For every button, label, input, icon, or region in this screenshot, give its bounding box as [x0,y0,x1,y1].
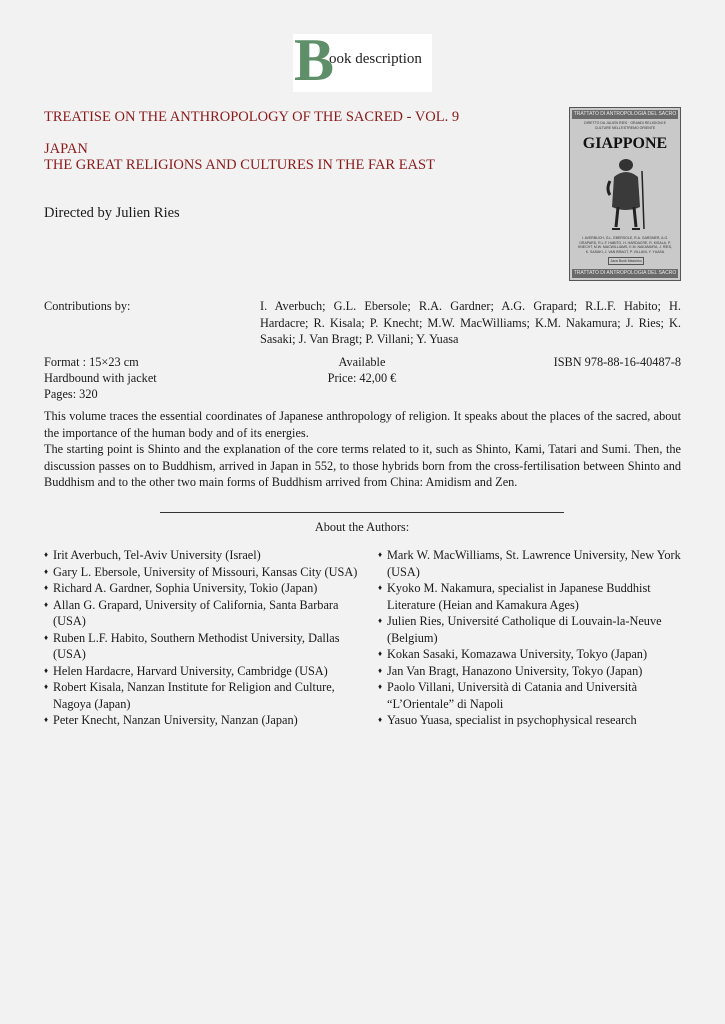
section-divider [160,512,564,513]
author-text: Ruben L.F. Habito, Southern Methodist University, Dallas (USA) [53,630,340,661]
isbn: ISBN 978-88-16-40487-8 [553,355,681,369]
bullet-icon: ♦ [44,665,49,675]
cover-figure-illustration [600,155,652,233]
author-item [378,547,683,580]
cover-bottom-band: TRATTATO DI ANTROPOLOGIA DEL SACRO [573,270,677,276]
author-item [378,580,683,613]
authors-column-right [378,547,683,729]
logo-initial: B [294,27,335,93]
authors-heading: About the Authors: [314,520,410,534]
author-item [378,679,683,712]
bullet-icon: ♦ [378,550,383,559]
author-text: Richard A. Gardner, Sophia University, Tokio (Japan) [53,581,318,595]
author-text: Irit Averbuch, Tel-Aviv University (Israel) [53,548,261,562]
author-text: Robert Kisala, Nanzan Institute for Religion and Culture, Nagoya (Japan) [53,680,335,711]
subject-line-1: JAPAN [44,141,88,157]
price: Price: 42,00 € [327,371,397,385]
author-text: Paolo Villani, Università di Catania and Università “L’Orientale” di Napoli [387,680,638,711]
cover-authors: I. AVERBUCH, G.L. EBERSOLE, R.A. GARDNER, A.G. GRAPARD, R.L.F. HABITO, H. HARDACRE, R. KISALA, P. KNECHT, M.W. MACWILLIAMS, K.M. NAKAMURA, J. RIES, K. SASAKI, J. VAN BRAGT, P. VILLANI, Y. YUASA [577,236,673,254]
author-text: Kyoko M. Nakamura, specialist in Japanese Buddhist Literature (Heian and Kamakura Ages) [387,581,651,612]
contributors-list: I. Averbuch; G.L. Ebersole; R.A. Gardner; A.G. Grapard; R.L.F. Habito; H. Hardacre; R. Kisala; P. Knecht; M.W. MacWilliams; K.M. Nakamura; J. Ries; K. Sasaki; J. Van Bragt; P. Villani; Y. Yuasa [260,299,681,346]
author-item [44,564,364,581]
bullet-icon: ♦ [378,665,383,675]
cover-top-band: TRATTATO DI ANTROPOLOGIA DEL SACRO [573,111,677,117]
author-item [44,580,364,597]
author-text: Jan Van Bragt, Hanazono University, Tokyo (Japan) [387,663,643,678]
cover-title: GIAPPONE [582,135,668,152]
bullet-icon: ♦ [44,599,49,609]
bullet-icon: ♦ [378,649,383,658]
author-item [44,630,364,663]
bullet-icon: ♦ [44,632,49,642]
author-item [378,613,683,646]
contributions-label: Contributions by: [44,299,131,313]
bullet-icon: ♦ [44,583,49,592]
author-text: Julien Ries, Université Catholique di Louvain-la-Neuve (Belgium) [387,614,662,645]
author-text: Gary L. Ebersole, University of Missouri, Kansas City (USA) [53,564,358,579]
bullet-icon: ♦ [44,550,49,559]
author-item [44,663,364,680]
description-paragraph-1: This volume traces the essential coordinates of Japanese anthropology of religion. It speaks about the places of the sacred, about the importance of the human body and of its energies. [44,409,681,440]
book-description [44,408,681,491]
director-line: Directed by Julien Ries [44,205,180,221]
format-size: Format : 15×23 cm [44,355,139,369]
author-text: Allan G. Grapard, University of California, Santa Barbara (USA) [53,597,339,628]
author-text: Helen Hardacre, Harvard University, Cambridge (USA) [53,663,328,678]
author-item [378,663,683,680]
cover-subtitle: DIRETTO DA JULIEN RIES · GRANDI RELIGIONI E CULTURE NELL'ESTREMO ORIENTE [584,121,666,130]
subject-line-2: THE GREAT RELIGIONS AND CULTURES IN THE FAR EAST [44,157,435,173]
bullet-icon: ♦ [378,682,383,691]
author-item [44,547,364,564]
author-item [378,712,683,729]
cover-publisher: Jaca Book Massimo [608,257,644,265]
page-count: Pages: 320 [44,387,98,401]
author-item [44,679,364,712]
book-description-logo [293,27,432,93]
author-text: Yasuo Yuasa, specialist in psychophysical research [387,713,637,727]
author-item [44,597,364,630]
bullet-icon: ♦ [378,583,383,592]
series-title: TREATISE ON THE ANTHROPOLOGY OF THE SACRED - VOL. 9 [44,109,460,125]
bullet-icon: ♦ [378,715,383,724]
binding-type: Hardbound with jacket [44,371,157,385]
book-cover-image [569,107,681,281]
logo-text: ook description [329,51,422,67]
author-text: Kokan Sasaki, Komazawa University, Tokyo (Japan) [387,647,648,661]
description-paragraph-2: The starting point is Shinto and the explanation of the core terms related to it, such as Shinto, Kami, Tatari and Sumi. Then, the discussion passes on to Buddhism, arrived in Japan in 552, to those hybrids born from the cross-fertilisation between Shinto and Buddhism and to the other two main forms of Buddhism arrived from China: Amidism and Zen. [44,442,681,489]
authors-column-left [44,547,364,729]
author-text: Peter Knecht, Nanzan University, Nanzan (Japan) [53,713,298,727]
bullet-icon: ♦ [44,682,49,691]
author-text: Mark W. MacWilliams, St. Lawrence University, New York (USA) [387,548,681,579]
bullet-icon: ♦ [44,715,49,724]
bullet-icon: ♦ [378,616,383,625]
author-item [378,646,683,663]
availability-status: Available [338,355,386,369]
bullet-icon: ♦ [44,566,49,576]
author-item [44,712,364,729]
